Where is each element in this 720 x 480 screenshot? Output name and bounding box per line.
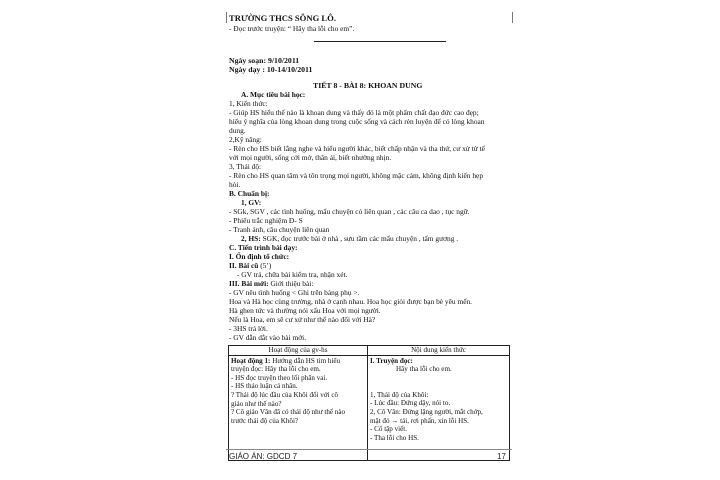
table-header-activities: Hoạt động của gv-hs [229, 346, 368, 356]
body-line: - GV dẫn dắt vào bài mới. [229, 333, 307, 342]
table-cell-content [368, 355, 510, 460]
body-line: - Giúp HS hiểu thế nào là khoan dung và thấy đó là một phẩm chất đạo đức cao đẹp; [229, 108, 479, 117]
table-line: 2, Cô Vân: Đứng lặng người, mắt chớp, [370, 407, 483, 416]
read-ahead-note: - Đọc trước truyện: “ Hãy tha lỗi cho em”. [229, 24, 355, 33]
body-line: dung. [229, 126, 246, 135]
subsection-heading: I. Ổn định tổ chức: [229, 252, 290, 261]
subsection-heading: 3, Thái độ: [229, 162, 262, 171]
body-line: - 3HS trả lời. [229, 324, 268, 333]
subsection-heading: 1, GV: [241, 198, 262, 207]
subsection-heading: 1, Kiến thức: [229, 99, 268, 108]
body-line [229, 261, 271, 270]
section-heading: A. Mục tiêu bài học: [241, 90, 306, 99]
body-line: - GV trả, chữa bài kiểm tra, nhận xét. [237, 270, 348, 279]
table-line [231, 357, 365, 366]
table-line: - HS đọc truyện theo lối phân vai. [231, 373, 328, 382]
body-line: hòi. [229, 180, 241, 189]
date-prepared: Ngày soạn: 9/10/2011 [229, 56, 300, 65]
body-line: - GV nêu tình huống < Ghi trên bảng phụ >. [229, 288, 360, 297]
right-margin-bar [512, 12, 513, 23]
table-line: mặt đỏ → tái, rơi phấn, xin lỗi HS. [370, 416, 469, 425]
page-number: 17 [497, 452, 506, 461]
table-line: truyện đọc: Hãy tha lỗi cho em. [231, 365, 321, 374]
school-name: TRƯỜNG THCS SÔNG LÔ. [229, 13, 336, 23]
table-line: 1, Thái độ của Khôi: [370, 390, 429, 399]
table-cell-activities [229, 355, 368, 460]
table-line: giáo như thế nào? [231, 399, 282, 408]
table-spacer [370, 374, 507, 391]
table-header-content: Nội dung kiến thức [368, 346, 510, 356]
body-line: - Phiếu trắc nghiệm Đ- S [229, 216, 303, 225]
table-line: trước thái độ của Khôi? [231, 416, 299, 425]
left-margin-bar [226, 12, 227, 23]
activity-label: Hoạt động 1: [231, 356, 271, 365]
table-line: - HS thảo luận cá nhân. [231, 382, 298, 391]
body-line: Hoa và Hà học cùng trường, nhà ở cạnh nhau. Hoa học giỏi được bạn bè yêu mến. [229, 297, 473, 306]
hs-prep-text: SGK, đọc trước bài ở nhà , sưu tầm các mẩu chuyện , tấm gương . [260, 234, 459, 243]
body-line: - Rèn cho HS quan tâm và tôn trọng mọi người, không mặc cảm, không định kiến hẹp [229, 171, 484, 180]
body-line: - SGk, SGV , các tình huống, mẩu chuyện có liên quan , các câu ca dao , tục ngữ. [229, 207, 470, 216]
table-line: ? Cô giáo Vân đã có thái độ như thế nào [231, 408, 346, 417]
body-line: Nếu là Hoa, em sẽ cư xử như thế nào đối với Hà? [229, 315, 376, 324]
footer-label: GIÁO ÁN: GDCD 7 [229, 452, 298, 461]
new-lesson-label: III. Bài mới: [229, 279, 269, 288]
body-line [229, 279, 313, 288]
old-lesson-label: II. Bài cũ [229, 261, 259, 270]
body-line: hiểu ý nghĩa của lòng khoan dung trong cuộc sống và cách rèn luyện để có lòng khoan [229, 117, 485, 126]
section-heading: B. Chuẩn bị: [229, 189, 270, 198]
lesson-activity-table [228, 345, 510, 461]
lesson-title: TIẾT 8 - BÀI 8: KHOAN DUNG [313, 81, 423, 90]
body-line: - Tranh ảnh, câu chuyện liên quan [229, 225, 330, 234]
activity-text: Hướng dẫn HS tìm hiểu [270, 356, 341, 365]
subsection-heading: 2,Kỹ năng: [229, 135, 262, 144]
old-lesson-time: (5’) [258, 261, 272, 270]
body-line: với mọi người, sống cởi mở, thân ái, biết nhường nhịn. [229, 153, 392, 162]
footer-divider [226, 449, 512, 450]
table-line: - Tha lỗi cho HS. [370, 433, 419, 442]
table-line: - Lúc đầu: Đứng dậy, nói to. [370, 399, 451, 408]
body-line: Hà ghen tức và thường nói xấu Hoa với mọi người. [229, 306, 381, 315]
hs-label: 2, HS: [241, 234, 261, 243]
body-line [241, 234, 458, 243]
section-heading: C. Tiến trình bài dạy: [229, 243, 298, 252]
table-line: Hãy tha lỗi cho em. [396, 365, 452, 374]
body-line: - Rèn cho HS biết lắng nghe và hiểu người khác, biết chấp nhận và tha thứ, cư xử tử tế [229, 144, 485, 153]
header-divider [314, 41, 446, 42]
new-lesson-intro: Giới thiệu bài: [268, 279, 314, 288]
table-line: ? Thái độ lúc đầu của Khôi đối với cô [231, 390, 339, 399]
table-line: - Cố tập viết. [370, 425, 408, 434]
table-line: I. Truyện đọc: [370, 356, 413, 365]
date-taught: Ngày dạy : 10-14/10/2011 [229, 65, 313, 74]
